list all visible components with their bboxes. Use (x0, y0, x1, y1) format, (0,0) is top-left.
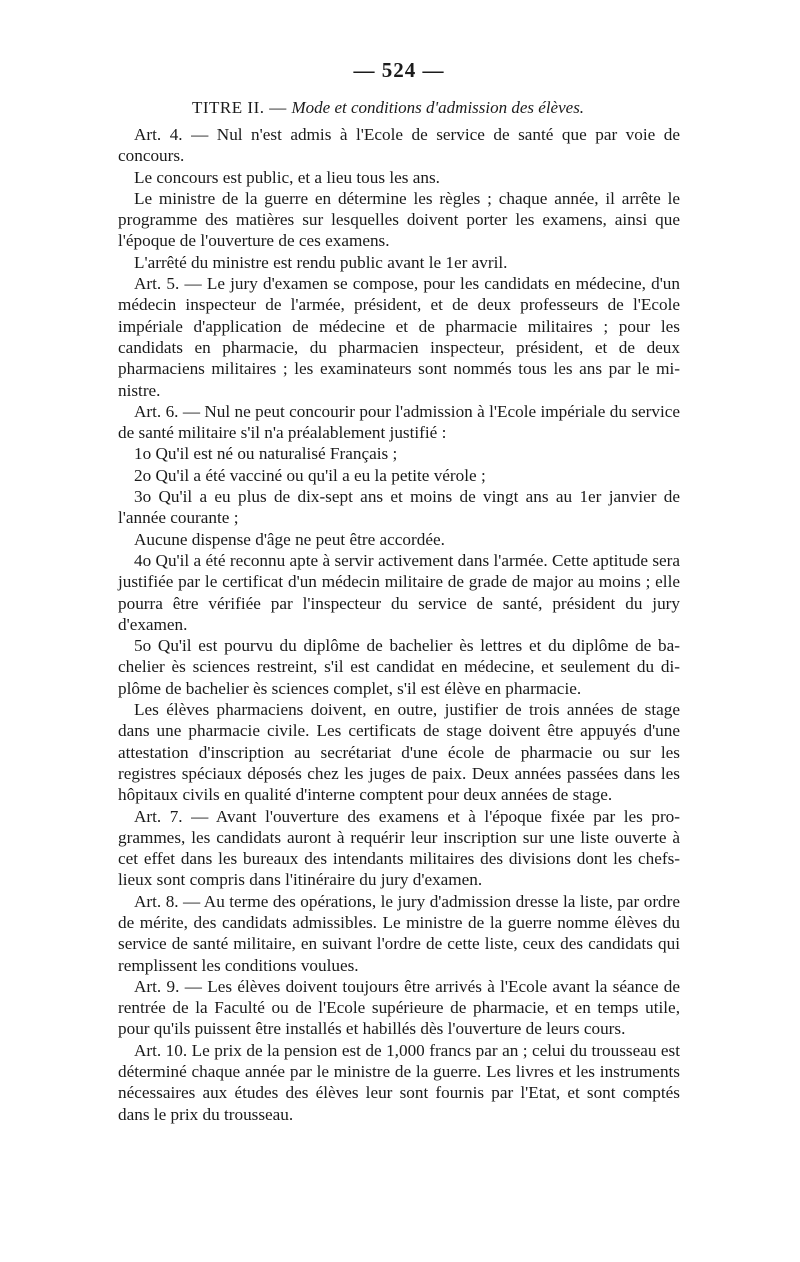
paragraph-art4: Art. 4. — Nul n'est admis à l'Ecole de service de santé que par voie de concours. (118, 125, 680, 166)
paragraph-concours-public: Le concours est public, et a lieu tous les ans. (134, 167, 440, 187)
paragraph-condition-2: 2o Qu'il a été vacciné ou qu'il a eu la petite vérole ; (134, 465, 486, 485)
paragraph-art9: Art. 9. — Les élèves doivent toujours être arrivés à l'Ecole avant la séance de rentrée de la Faculté ou de l'Ecole supérieure de pharmacie, et en temps utile, pour qu'ils puissent être installés et habillés dès l'ouverture de leurs cours. (118, 976, 680, 1039)
paragraph-art10: Art. 10. Le prix de la pension est de 1,000 francs par an ; celui du trousseau est déterminé chaque année par le ministre de la guerre. Les livres et les instruments nécessaires aux études des élèves leur sont fournis par l'Etat, et sont comptés dans le prix du trousseau. (118, 1040, 680, 1124)
document-page (118, 56, 680, 1125)
paragraph-art8: Art. 8. — Au terme des opérations, le jury d'admission dresse la liste, par ordre de mérite, des candidats admissibles. Le ministre de la guerre nomme élèves du service de santé militaire, en suivant l'ordre de cette liste, ceux des candidats qui remplissent les conditions voulues. (118, 891, 680, 975)
section-title-label: TITRE II. — (192, 98, 292, 117)
paragraph-art7: Art. 7. — Avant l'ouverture des examens et à l'époque fixée par les programmes, les candidats auront à requérir leur inscription sur une liste ouverte à cet effet dans les bureaux des intendants militaires des divisions dont les chefs-lieux sont compris dans l'itinéraire du jury d'examen. (118, 806, 680, 890)
paragraph-condition-1: 1o Qu'il est né ou naturalisé Français ; (134, 444, 398, 464)
paragraph-arrete-public: L'arrêté du ministre est rendu public avant le 1er avril. (134, 252, 508, 272)
paragraph-ministre-regles: Le ministre de la guerre en détermine les règles ; chaque année, il arrête le programme des matières sur lesquelles doivent porter les examens, ainsi que l'époque de l'ouverture de ces examens. (118, 188, 680, 251)
paragraph-condition-5: 5o Qu'il est pourvu du diplôme de bachelier ès lettres et du diplôme de bachelier ès sciences restreint, s'il est candidat en médecine, et seulement du diplôme de bachelier ès sciences complet, s'il est élève en pharmacie. (118, 636, 680, 698)
paragraph-condition-4: 4o Qu'il a été reconnu apte à servir activement dans l'armée. Cette aptitude sera justifiée par le certificat d'un médecin militaire de grade de major au moins ; elle pourra être vérifiée par l'inspecteur du service de santé, président du jury d'examen. (118, 550, 680, 634)
paragraph-art5: Art. 5. — Le jury d'examen se compose, pour les candidats en médecine, d'un médecin inspecteur de l'armée, président, et de deux professeurs de l'Ecole impériale d'application de médecine et de pharmacie militaires ; pour les candidats en pharmacie, du pharmacien inspecteur, président, et de deux pharmaciens militaires ; les examinateurs sont nommés tous les ans par le ministre. (118, 274, 680, 400)
page-number: — 524 — (353, 58, 445, 82)
body-text (118, 124, 680, 1125)
paragraph-dispense-age: Aucune dispense d'âge ne peut être accordée. (134, 529, 445, 549)
section-title (118, 96, 680, 120)
paragraph-eleves-pharmaciens: Les élèves pharmaciens doivent, en outre, justifier de trois années de stage dans une pharmacie civile. Les certificats de stage doivent être appuyés d'une attestation d'inscription au secrétariat d'une école de pharmacie ou sur les registres spéciaux déposés chez les juges de paix. Deux années passées dans les hôpitaux civils en qualité d'interne comptent pour deux années de stage. (118, 700, 680, 805)
paragraph-art6: Art. 6. — Nul ne peut concourir pour l'admission à l'Ecole impériale du service de santé militaire s'il n'a préalablement justifié : (118, 401, 680, 443)
section-title-text: Mode et conditions d'admission des élèves. (291, 98, 585, 117)
paragraph-condition-3: 3o Qu'il a eu plus de dix-sept ans et moins de vingt ans au 1er janvier de l'année courante ; (118, 487, 680, 528)
